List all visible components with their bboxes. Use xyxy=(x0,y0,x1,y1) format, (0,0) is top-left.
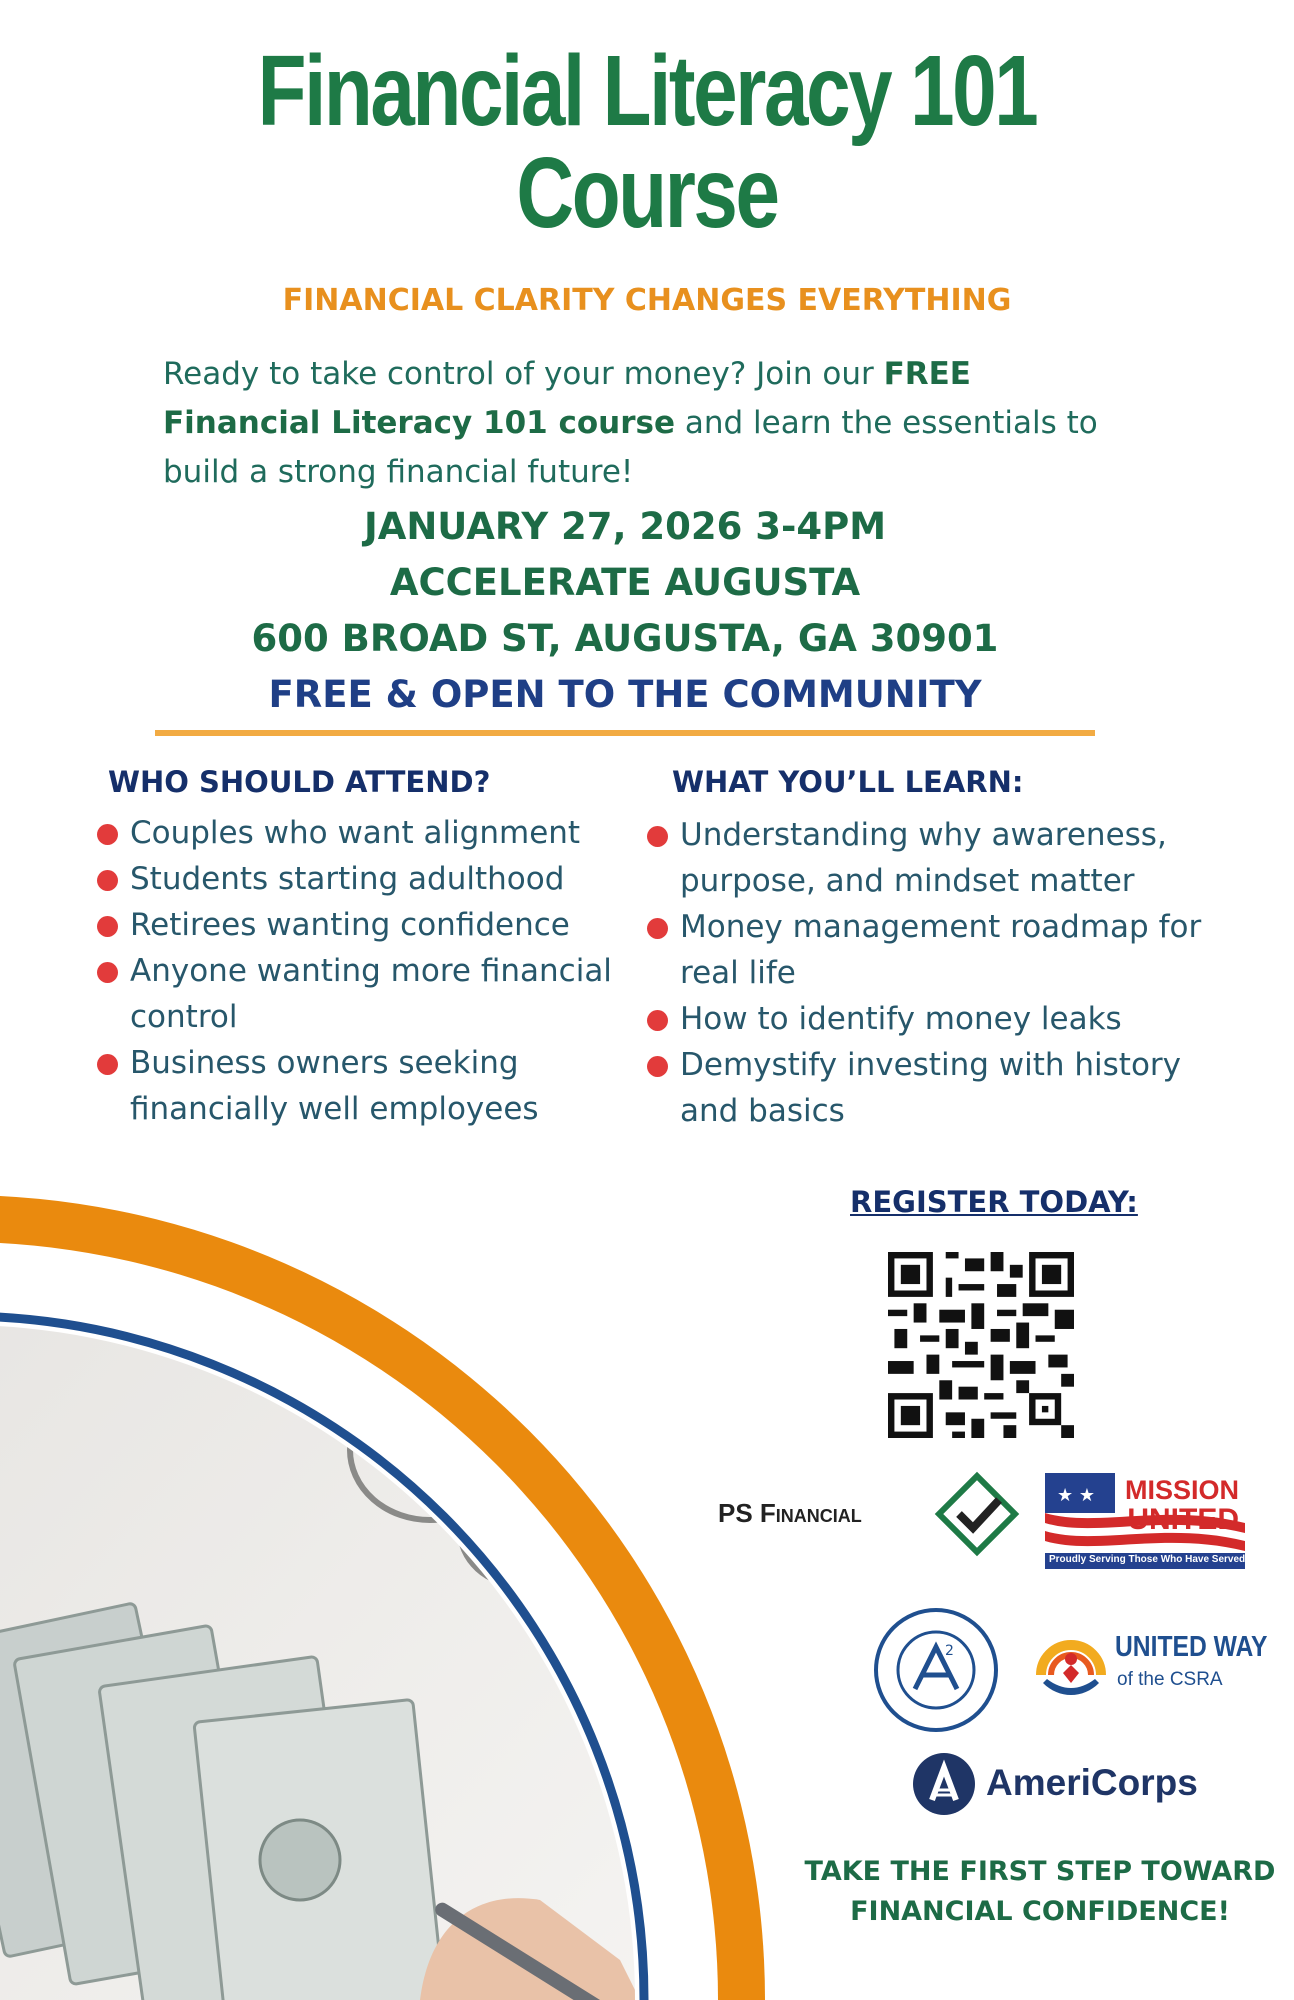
who-item-text: Business owners seeking financially well employees xyxy=(130,1045,539,1127)
united-way-hand-icon xyxy=(1035,1629,1107,1701)
learn-heading: WHAT YOU’LL LEARN: xyxy=(672,765,1024,799)
ps-financial-logo xyxy=(718,1470,1018,1560)
learn-item-text: Understanding why awareness, purpose, and mindset matter xyxy=(680,817,1167,899)
register-link[interactable]: REGISTER TODAY: xyxy=(850,1185,1138,1219)
checkmark-icon xyxy=(933,1470,1021,1558)
who-item-text: Retirees wanting confidence xyxy=(130,907,570,943)
accelerate-seal-icon xyxy=(873,1607,999,1733)
list-item xyxy=(100,856,620,902)
who-list xyxy=(100,810,620,1132)
bullet-icon xyxy=(97,824,118,845)
mission-united-logo xyxy=(1045,1473,1245,1569)
list-item xyxy=(650,996,1240,1042)
who-item-text: Couples who want alignment xyxy=(130,815,581,851)
who-item-text: Students starting adulthood xyxy=(130,861,565,897)
cta-line-1: TAKE THE FIRST STEP TOWARD xyxy=(804,1856,1276,1887)
call-to-action xyxy=(800,1852,1280,1932)
learn-item-text: Money management roadmap for real life xyxy=(680,909,1202,991)
event-address: 600 BROAD ST, AUGUSTA, GA 30901 xyxy=(251,617,999,660)
united-way-logo xyxy=(1035,1625,1268,1715)
accelerate-augusta-logo xyxy=(873,1607,999,1733)
title-line-1: Financial Literacy 101 xyxy=(257,35,1037,147)
list-item xyxy=(650,904,1240,996)
bullet-icon xyxy=(647,1056,668,1077)
bullet-icon xyxy=(97,962,118,983)
americorps-icon xyxy=(912,1752,976,1816)
bullet-icon xyxy=(647,1010,668,1031)
learn-list xyxy=(650,812,1240,1134)
intro-paragraph xyxy=(163,350,1103,497)
americorps-name: AmeriCorps xyxy=(986,1762,1198,1803)
mission-tagline: Proudly Serving Those Who Have Served xyxy=(1049,1554,1246,1565)
bullet-icon xyxy=(97,870,118,891)
americorps-logo xyxy=(912,1752,1212,1818)
title-line-2: Course xyxy=(516,137,778,249)
svg-text:★ ★: ★ ★ xyxy=(1057,1485,1095,1506)
united-way-subtitle: of the CSRA xyxy=(1117,1669,1223,1690)
ps-financial-name: PS Financial xyxy=(718,1498,862,1528)
event-date: JANUARY 27, 2026 3-4PM xyxy=(363,505,887,548)
list-item xyxy=(650,812,1240,904)
bullet-icon xyxy=(97,916,118,937)
list-item xyxy=(100,1040,620,1132)
event-venue: ACCELERATE AUGUSTA xyxy=(389,561,861,604)
divider xyxy=(155,730,1095,736)
united-text: UNITED xyxy=(1127,1503,1239,1536)
intro-text-1: Ready to take control of your money? Join our xyxy=(163,356,884,392)
qr-code[interactable] xyxy=(888,1252,1074,1438)
list-item xyxy=(100,948,620,1040)
cta-line-2: FINANCIAL CONFIDENCE! xyxy=(850,1896,1230,1927)
page-title xyxy=(129,35,1164,249)
list-item xyxy=(650,1042,1240,1134)
event-free-note: FREE & OPEN TO THE COMMUNITY xyxy=(268,673,982,716)
svg-text:2: 2 xyxy=(945,1643,954,1659)
bullet-icon xyxy=(647,826,668,847)
hero-photo xyxy=(0,1100,820,2000)
learn-item-text: How to identify money leaks xyxy=(680,1001,1122,1037)
who-heading: WHO SHOULD ATTEND? xyxy=(108,765,491,799)
bullet-icon xyxy=(647,918,668,939)
bullet-icon xyxy=(97,1054,118,1075)
mission-text: MISSION xyxy=(1124,1475,1239,1505)
united-way-title: UNITED WAY xyxy=(1115,1631,1268,1663)
intro-text-2: and learn the essentials to build a strong financial future! xyxy=(163,405,1098,490)
tagline: FINANCIAL CLARITY CHANGES EVERYTHING xyxy=(282,283,1012,318)
who-item-text: Anyone wanting more financial control xyxy=(130,953,612,1035)
list-item xyxy=(100,810,620,856)
learn-item-text: Demystify investing with history and basics xyxy=(680,1047,1181,1129)
intro-bold-text: FREE Financial Literacy 101 course xyxy=(163,356,971,441)
list-item xyxy=(100,902,620,948)
